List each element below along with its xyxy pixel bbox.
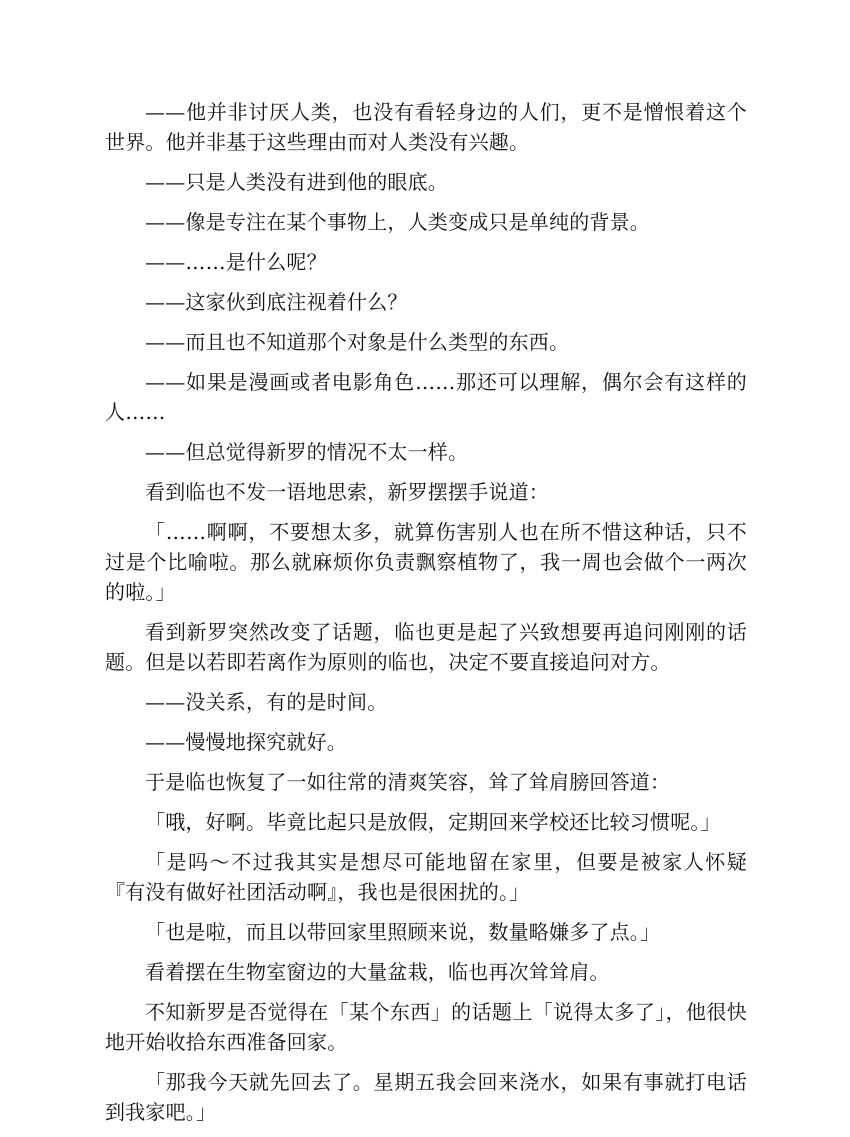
paragraph: ——慢慢地探究就好。	[145, 730, 347, 754]
paragraph: ——如果是漫画或者电影角色……那还可以理解，偶尔会有这样的人……	[105, 370, 747, 424]
paragraph: ——但总觉得新罗的情况不太一样。	[145, 440, 469, 464]
paragraph: 看到临也不发一语地思索，新罗摆摆手说道：	[145, 480, 549, 504]
paragraph: ——没关系，有的是时间。	[145, 690, 388, 714]
paragraph: ——像是专注在某个事物上，人类变成只是单纯的背景。	[145, 210, 650, 234]
paragraph: ——他并非讨厌人类，也没有看轻身边的人们，更不是憎恨着这个世界。他并非基于这些理由而对人类没有兴趣。	[105, 100, 747, 154]
paragraph: 「那我今天就先回去了。星期五我会回来浇水，如果有事就打电话到我家吧。」	[105, 1070, 747, 1124]
paragraph: ——……是什么呢？	[145, 250, 327, 274]
paragraph: 看到新罗突然改变了话题，临也更是起了兴致想要再追问刚刚的话题。但是以若即若离作为原则的临也，决定不要直接追问对方。	[105, 620, 747, 674]
paragraph: 「哦，好啊。毕竟比起只是放假，定期回来学校还比较习惯呢。」	[145, 810, 721, 834]
paragraph: 看着摆在生物室窗边的大量盆栽，临也再次耸耸肩。	[145, 960, 610, 984]
document-page	[105, 97, 747, 1137]
paragraph: 不知新罗是否觉得在「某个东西」的话题上「说得太多了」，他很快地开始收拾东西准备回家。	[105, 1000, 747, 1054]
paragraph: ——而且也不知道那个对象是什么类型的东西。	[145, 330, 570, 354]
paragraph: 「是吗～不过我其实是想尽可能地留在家里，但要是被家人怀疑『有没有做好社团活动啊』，我也是很困扰的。」	[105, 850, 747, 904]
paragraph: 于是临也恢复了一如往常的清爽笑容，耸了耸肩膀回答道：	[145, 770, 671, 794]
paragraph: ——这家伙到底注视着什么？	[145, 290, 408, 314]
paragraph: ——只是人类没有进到他的眼底。	[145, 170, 448, 194]
paragraph: 「也是啦，而且以带回家里照顾来说，数量略嫌多了点。」	[145, 920, 661, 944]
paragraph: 「……啊啊，不要想太多，就算伤害别人也在所不惜这种话，只不过是个比喻啦。那么就麻烦你负责飘察植物了，我一周也会做个一两次的啦。」	[105, 520, 747, 604]
